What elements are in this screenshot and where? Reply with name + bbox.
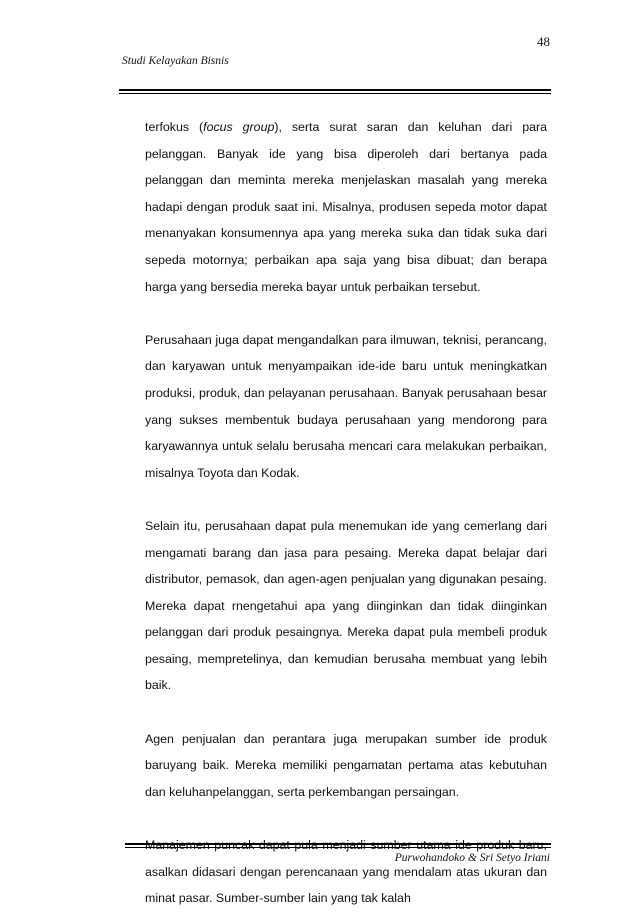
- paragraph-1-rest: ), serta surat saran dan keluhan dari para pelanggan. Banyak ide yang bisa diperoleh dari bertanya pada pelanggan dan meminta mereka menjelaskan masalah yang mereka hadapi dengan produk saat ini. Misalnya, produsen sepeda motor dapat menanyakan konsumennya apa yang mereka suka dan tidak suka dari sepeda motornya; perbaikan apa saja yang bisa dibuat; dan berapa harga yang bersedia mereka bayar untuk perbaikan tersebut.: [145, 120, 547, 294]
- header-divider: [119, 89, 551, 94]
- footer-authors: Purwohandoko & Sri Setyo Iriani: [394, 852, 550, 864]
- paragraph-2: Perusahaan juga dapat mengandalkan para ilmuwan, teknisi, perancang, dan karyawan untuk menyampaikan ide-ide baru untuk meningkatkan produksi, produk, dan pelayanan perusahaan. Banyak perusahaan besar yang sukses membentuk budaya perusahaan yang mendorong para karyawannya untuk selalu berusaha mencari cara melakukan perbaikan, misalnya Toyota dan Kodak.: [145, 332, 547, 480]
- paragraph-5: Manajemen puncak dapat pula menjadi sumber utama ide produk baru, asalkan didasari dengan perencanaan yang mendalam atas ukuran dan minat pasar. Sumber-sumber lain yang tak kalah: [145, 838, 547, 906]
- paragraph-1-italic-term: focus group: [203, 120, 275, 134]
- paragraph-3: Selain itu, perusahaan dapat pula menemukan ide yang cemerlang dari mengamati barang dan jasa para pesaing. Mereka dapat belajar dari distributor, pemasok, dan agen-agen penjualan yang digunakan pesaing. Mereka dapat rnengetahui apa yang diinginkan dan tidak diinginkan pelanggan dari produk pesaingnya. Mereka dapat pula membeli produk pesaing, mempretelinya, dan kemudian berusaha membuat yang lebih baik.: [145, 518, 547, 693]
- body-text: [145, 114, 547, 912]
- paragraph-1: [145, 114, 547, 300]
- paragraph-4: Agen penjualan dan perantara juga merupakan sumber ide produk baruyang baik. Mereka memiliki pengamatan pertama atas kebutuhan dan keluhanpelanggan, serta perkembangan persaingan.: [145, 731, 547, 799]
- paragraph-1-start: terfokus (: [145, 120, 204, 134]
- footer-divider: [125, 843, 551, 848]
- running-header-title: Studi Kelayakan Bisnis: [122, 55, 229, 67]
- page-number: 48: [537, 34, 550, 49]
